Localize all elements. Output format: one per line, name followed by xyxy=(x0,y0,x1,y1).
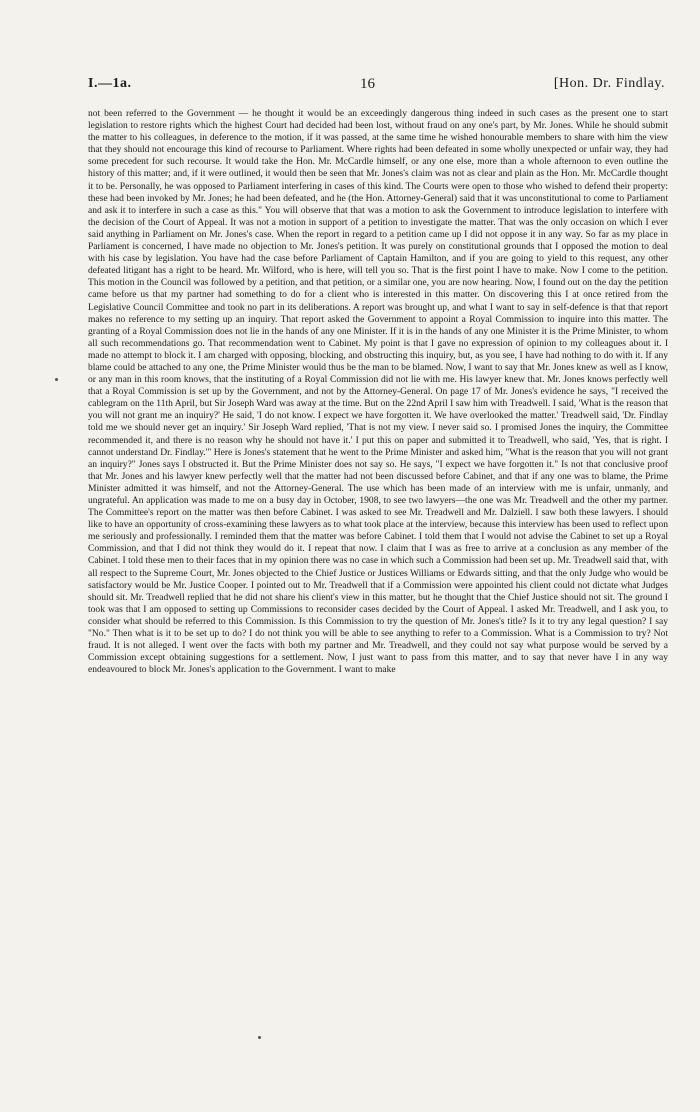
bottom-speck-decoration xyxy=(258,1036,261,1039)
page-header xyxy=(88,76,665,100)
body-paragraph: not been referred to the Government — he thought it would be an exceedingly dangerous thing indeed in such cases as the present one to start legislation to restore rights which the highest Court had decided had been lost, without fraud on any one's part, by Mr. Jones. While he should submit the matter to his colleagues, in deference to the motion, if it was passed, at the same time he wished honourable members to share with him the view that they should not encourage this kind of recourse to Parliament. Where rights had been defeated in some wholly unexpected or unfair way, they had some precedent for such recourse. It would take the Hon. Mr. McCardle himself, or any one else, more than a whole afternoon to even outline the history of this matter; and, if it were outlined, it would then be seen that Mr. Jones's claim was not as clear and plain as the Hon. Mr. McCardle thought it to be. Personally, he was opposed to Parliament interfering in cases of this kind. The Courts were open to those who wished to defend their property: these had been invoked by Mr. Jones; he had been defeated, and he (the Hon. Attorney-General) said that it was unconstitutional to come to Parliament and ask it to interfere in such a case as this." You will observe that that was a motion to ask the Government to introduce legislation to interfere with the decision of the Court of Appeal. It was not a motion in support of a petition to investigate the matter. That was the only occasion on which I ever said anything in Parliament on Mr. Jones's case. When the report in regard to a petition came up I did not oppose it in any way. So far as my place in Parliament is concerned, I have made no objection to Mr. Jones's petition. It was purely on constitutional grounds that I opposed the motion to deal with his case by legislation. You have had the case before Parliament of Captain Hamilton, and if you are going to yield to this request, any other defeated litigant has a right to be heard. Mr. Wilford, who is here, will tell you so. That is the first point I have to make. Now I come to the petition. This motion in the Council was followed by a petition, and that petition, or a similar one, you are now hearing. Now, I found out on the day the petition came before us that my partner had something to do for a client who is interested in this matter. On discovering this I at once retired from the Legislative Council Committee and took no part in its deliberations. A report was brought up, and what I want to say in self-defence is that that report makes no reference to my setting up an inquiry. That report asked the Government to appoint a Royal Commission to inquire into this matter. The granting of a Royal Commission does not lie in the hands of any one Minister. If it is in the hands of any one Minister it is the Prime Minister, to whom all such recommendations go. That recommendation went to Cabinet. My point is that I gave no expression of opinion to my colleagues about it. I made no attempt to block it. I am charged with opposing, blocking, and obstructing this inquiry, but, as you see, I have had nothing to do with it. If any blame could be attached to any one, the Prime Minister would thus be the man to be blamed. Now, I want to say that Mr. Jones knew as well as I know, or any man in this room knows, that the instituting of a Royal Commission did not lie with me. His lawyer knew that. Mr. Jones knows perfectly well that a Royal Commission is set up by the Government, and not by the Attorney-General. On page 17 of Mr. Jones's evidence he says, "I received the cablegram on the 11th April, but Sir Joseph Ward was away at the time. But on the 22nd April I saw him with Treadwell. I said, 'What is the reason that you will not grant me an inquiry?' He said, 'I do not know. I expect we have forgotten it. We have overlooked the matter.' Treadwell said, 'Dr. Findlay told me we should never get an inquiry.' Sir Joseph Ward replied, 'That is not my view. I never said so. I promised Jones the inquiry, the Committee recommended it, and there is no reason why he should not have it.' I put this on paper and submitted it to Treadwell, who said, 'Yes, that is right. I cannot understand Dr. Findlay.'" Here is Jones's statement that he went to the Prime Minister and asked him, "What is the reason that you will not grant an inquiry?" Jones says I obstructed it. But the Prime Minister does not say so. He says, "I expect we have forgotten it." Is not that conclusive proof that Mr. Jones and his lawyer knew perfectly well that the matter had not been discussed before Cabinet, and that if any one was to blame, the Prime Minister admitted it was himself, and not the Attorney-General. The use which has been made of an interview with me is unfair, unmanly, and ungrateful. An application was made to me on a busy day in October, 1908, to see two lawyers—the one was Mr. Treadwell and the other my partner. The Committee's report on the matter was then before Cabinet. I was asked to see Mr. Treadwell and Mr. Dalziell. I saw both these lawyers. I should like to have an opportunity of cross-examining these lawyers as to what took place at the interview, because this interview has been used to reflect upon me seriously and professionally. I reminded them that the matter was before Cabinet. I told them that I would not advise the Cabinet to set up a Royal Commission, and that I did not think they would do it. I repeat that now. I claim that I was as free to arrive at a conclusion as any member of the Cabinet. I told these men to their faces that in my opinion there was no case in which such a Commission had been set up. Mr. Treadwell said that, with all respect to the Supreme Court, Mr. Jones objected to the Chief Justice or Justices Williams or Edwards sitting, and that the only Judge who would be satisfactory would be Mr. Justice Cooper. I pointed out to Mr. Treadwell that if a Commission were appointed his client could not dictate what Judges should sit. Mr. Treadwell replied that he did not share his client's view in this matter, but he thought that the Chief Justice should not sit. The ground I took was that I am opposed to setting up Commissions to reconsider cases decided by the Court of Appeal. I asked Mr. Treadwell, and I ask you, to consider what should be referred to this Commission. Is this Commission to try the question of Mr. Jones's title? Is it to try any legal question? I say "No." Then what is it to be set up to do? I do not think you will be able to see anything to refer to a Commission. What is a Commission to try? Not fraud. It is not alleged. I went over the facts with both my partner and Mr. Treadwell, and they could not say what purpose would be served by a Commission except obtaining suggestions for a settlement. Now, I just want to pass from this matter, and to say that never have I in any way endeavoured to block Mr. Jones's application to the Government. I want to make xyxy=(88,108,668,676)
speaker-heading: [Hon. Dr. Findlay. xyxy=(553,76,665,91)
page-number: 16 xyxy=(360,76,375,92)
parliamentary-paper-reference: I.—1a. xyxy=(88,76,132,91)
margin-speck-decoration xyxy=(55,378,58,381)
body-text xyxy=(88,108,668,676)
